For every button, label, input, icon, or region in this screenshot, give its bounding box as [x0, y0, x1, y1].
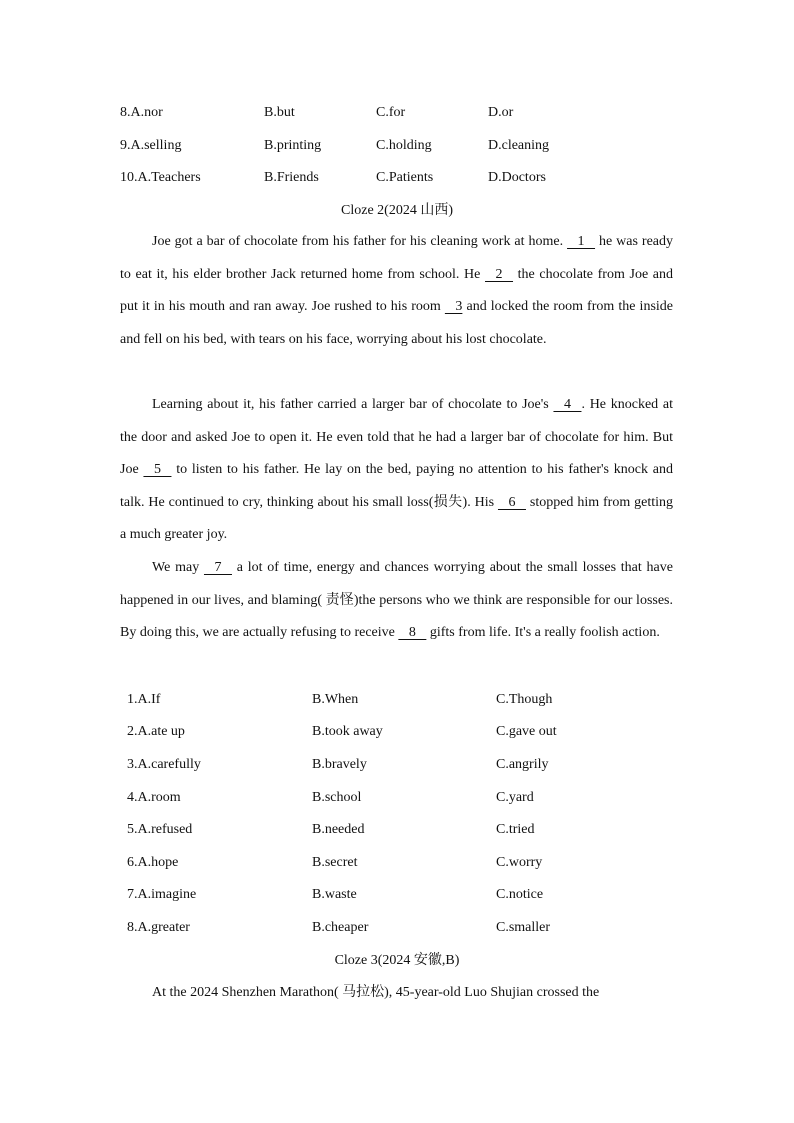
option-b: B.took away [312, 724, 383, 739]
cloze2-paragraph-2 [120, 389, 673, 552]
cloze2-heading: Cloze 2(2024 山西) [341, 203, 453, 218]
text: Learning about it, his father carried a larger bar of chocolate to Joe's [152, 397, 554, 412]
option-c: C.for [376, 105, 406, 120]
option-row-9 [0, 136, 794, 156]
cloze2-option-row [0, 853, 794, 873]
cloze3-heading: Cloze 3(2024 安徽,B) [334, 953, 460, 968]
blank-6: 6 [497, 494, 526, 510]
option-d: D.or [488, 105, 514, 120]
text: . He knocked at the door and asked Joe to open it. He even told that he had a larger bar of chocolate for him. But Joe [120, 397, 673, 478]
option-d: D.Doctors [488, 170, 546, 185]
cloze2-option-row [0, 820, 794, 840]
option-a: 8.A.greater [127, 920, 190, 935]
option-d: D.cleaning [488, 138, 550, 153]
option-b: B.waste [312, 887, 357, 902]
option-a: 6.A.hope [127, 855, 179, 870]
option-a: 3.A.carefully [127, 757, 201, 772]
cloze2-option-row [0, 755, 794, 775]
option-a: 1.A.If [127, 692, 161, 707]
blank-3: 3 [444, 299, 463, 315]
option-c: C.smaller [496, 920, 551, 935]
option-b: B.When [312, 692, 359, 707]
blank-5: 5 [143, 462, 172, 478]
cloze2-option-row [0, 690, 794, 710]
option-b: B.Friends [264, 170, 319, 185]
cloze2-option-row [0, 885, 794, 905]
option-a: 2.A.ate up [127, 724, 185, 739]
option-a: 8.A.nor [120, 105, 163, 120]
option-a: 5.A.refused [127, 822, 193, 837]
option-b: B.printing [264, 138, 322, 153]
option-a: 10.A.Teachers [120, 170, 201, 185]
option-row-10 [0, 168, 794, 188]
option-b: B.cheaper [312, 920, 369, 935]
text: stopped him from getting a much greater joy. [120, 494, 673, 543]
text: a lot of time, energy and chances worrying about the small losses that have happened in our lives, and blaming( 责怪)the persons who we think are responsible for our losses. By doing this, we are actually refusing to receive [120, 560, 673, 641]
cloze3-paragraph-1 [120, 977, 673, 1010]
option-b: B.school [312, 790, 362, 805]
text: At the 2024 Shenzhen Marathon( 马拉松), 45-year-old Luo Shujian crossed the [152, 985, 600, 1000]
text: gifts from life. It's a really foolish action. [426, 625, 660, 641]
option-c: C.Though [496, 692, 553, 707]
option-b: B.secret [312, 855, 358, 870]
blank-2: 2 [485, 266, 514, 282]
option-c: C.holding [376, 138, 432, 153]
text: Joe got a bar of chocolate from his father for his cleaning work at home. [152, 234, 568, 249]
option-row-8 [0, 103, 794, 123]
text: to listen to his father. He lay on the bed, paying no attention to his father's knock and talk. He continued to cry, thinking about his small loss(损失). His [120, 462, 673, 510]
text: the chocolate from Joe and put it in his mouth and ran away. Joe rushed to his room [120, 266, 673, 315]
blank-4: 4 [553, 397, 582, 412]
text: We may [152, 560, 204, 575]
blank-8: 8 [398, 625, 427, 641]
blank-1: 1 [567, 234, 596, 249]
option-b: B.needed [312, 822, 365, 837]
text: and locked the room from the inside and fell on his bed, with tears on his face, worrying about his lost chocolate. [120, 299, 673, 347]
cloze2-paragraph-1 [120, 226, 673, 356]
cloze2-option-row [0, 722, 794, 742]
option-c: C.gave out [496, 724, 557, 739]
option-c: C.worry [496, 855, 543, 870]
option-b: B.bravely [312, 757, 367, 772]
option-a: 9.A.selling [120, 138, 182, 153]
option-c: C.notice [496, 887, 544, 902]
blank-7: 7 [203, 560, 232, 575]
cloze2-option-row [0, 788, 794, 808]
option-c: C.yard [496, 790, 534, 805]
text: he was ready to eat it, his elder brother Jack returned home from school. He [120, 234, 673, 282]
option-c: C.angrily [496, 757, 549, 772]
option-a: 7.A.imagine [127, 887, 197, 902]
option-b: B.but [264, 105, 295, 120]
option-c: C.tried [496, 822, 535, 837]
cloze2-paragraph-3 [120, 552, 673, 650]
cloze2-option-row [0, 918, 794, 938]
option-a: 4.A.room [127, 790, 181, 805]
option-c: C.Patients [376, 170, 434, 185]
